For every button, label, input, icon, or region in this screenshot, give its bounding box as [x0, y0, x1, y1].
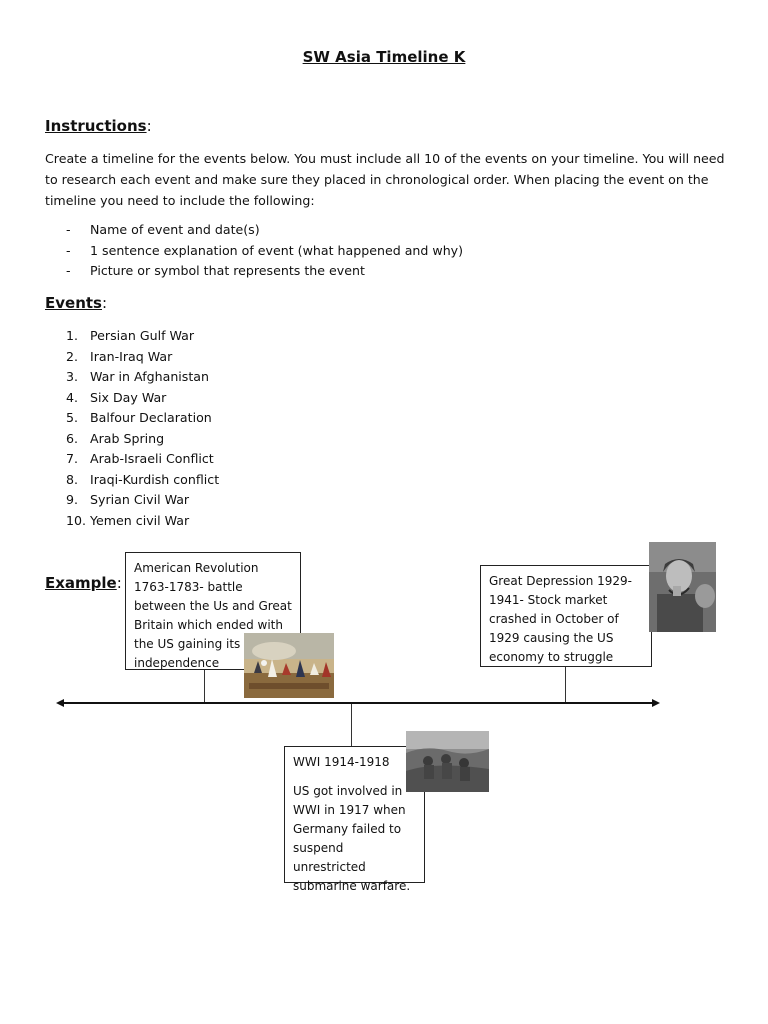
example-heading-colon: :: [116, 574, 122, 592]
list-item: [66, 408, 219, 429]
event-number: 9.: [66, 492, 79, 507]
event-number: 7.: [66, 451, 79, 466]
wwi-callout: [284, 746, 425, 893]
great-depression-photo: [649, 542, 716, 632]
wwi-text: US got involved in WWI in 1917 when Germany failed to suspend unrestricted submarine warfare.: [293, 784, 411, 893]
list-item: [66, 347, 219, 368]
events-heading-text: Events: [45, 294, 102, 312]
events-heading: [45, 294, 107, 312]
instructions-heading-text: Instructions: [45, 117, 147, 135]
list-item: [66, 490, 219, 511]
wwi-trench-photo: [406, 731, 489, 792]
event-number: 6.: [66, 430, 79, 446]
page-title: SW Asia Timeline K: [302, 48, 466, 66]
bullet-text: 1 sentence explanation of event (what happened and why): [90, 242, 464, 258]
timeline-tick: [351, 704, 352, 746]
event-label: Balfour Declaration: [90, 410, 212, 425]
list-item: [66, 388, 219, 409]
example-heading: [45, 574, 122, 592]
events-heading-colon: :: [101, 294, 108, 312]
list-item: [66, 241, 463, 262]
event-number: 5.: [66, 410, 79, 425]
event-label: War in Afghanistan: [90, 369, 210, 384]
timeline-line: [62, 702, 654, 704]
instructions-heading: [45, 117, 152, 135]
bullet-text: Name of event and date(s): [90, 222, 260, 237]
list-item: [66, 326, 219, 347]
great-depression-text: Great Depression 1929-1941- Stock market crashed in October of 1929 causing the US economy to struggle: [489, 574, 632, 664]
list-item: [66, 449, 219, 470]
bullet-dash: -: [66, 222, 71, 237]
event-label: Persian Gulf War: [90, 328, 195, 343]
event-label: Iraqi-Kurdish conflict: [90, 471, 220, 487]
great-depression-callout: [480, 565, 652, 667]
event-label: Iran-Iraq War: [90, 348, 173, 364]
event-number: 4.: [66, 389, 79, 405]
instructions-heading-colon: :: [146, 117, 152, 135]
event-label: Syrian Civil War: [90, 492, 190, 507]
instructions-body: Create a timeline for the events below. You must include all 10 of the events on your timeline. You will need to research each event and make sure they placed in chronological order. When placing the event on the timeline you need to include the following:: [45, 151, 725, 208]
requirements-list: [66, 220, 463, 282]
events-list: [66, 326, 219, 531]
wwi-title: WWI 1914-1918: [293, 755, 390, 769]
bullet-dash: -: [66, 242, 71, 258]
event-label: Arab Spring: [90, 430, 165, 446]
list-item: [66, 470, 219, 491]
bullet-dash: -: [66, 263, 71, 278]
timeline-tick: [565, 666, 566, 702]
event-label: Yemen civil War: [90, 512, 190, 528]
arrow-right-icon: [652, 699, 660, 707]
arrow-left-icon: [56, 699, 64, 707]
american-revolution-painting: [244, 633, 334, 698]
event-number: 10.: [66, 512, 87, 528]
bullet-text: Picture or symbol that represents the event: [90, 263, 365, 278]
event-number: 3.: [66, 369, 79, 384]
list-item: [66, 261, 463, 282]
event-label: Arab-Israeli Conflict: [90, 451, 214, 466]
list-item: [66, 511, 219, 532]
list-item: [66, 367, 219, 388]
event-number: 1.: [66, 328, 79, 343]
list-item: [66, 220, 463, 241]
american-revolution-text: American Revolution 1763-1783- battle between the Us and Great Britain which ended with the US gaining its independence: [134, 561, 292, 670]
event-number: 8.: [66, 471, 79, 487]
list-item: [66, 429, 219, 450]
timeline-tick: [204, 669, 205, 702]
event-label: Six Day War: [90, 389, 167, 405]
event-number: 2.: [66, 348, 79, 364]
example-heading-text: Example: [45, 574, 117, 592]
